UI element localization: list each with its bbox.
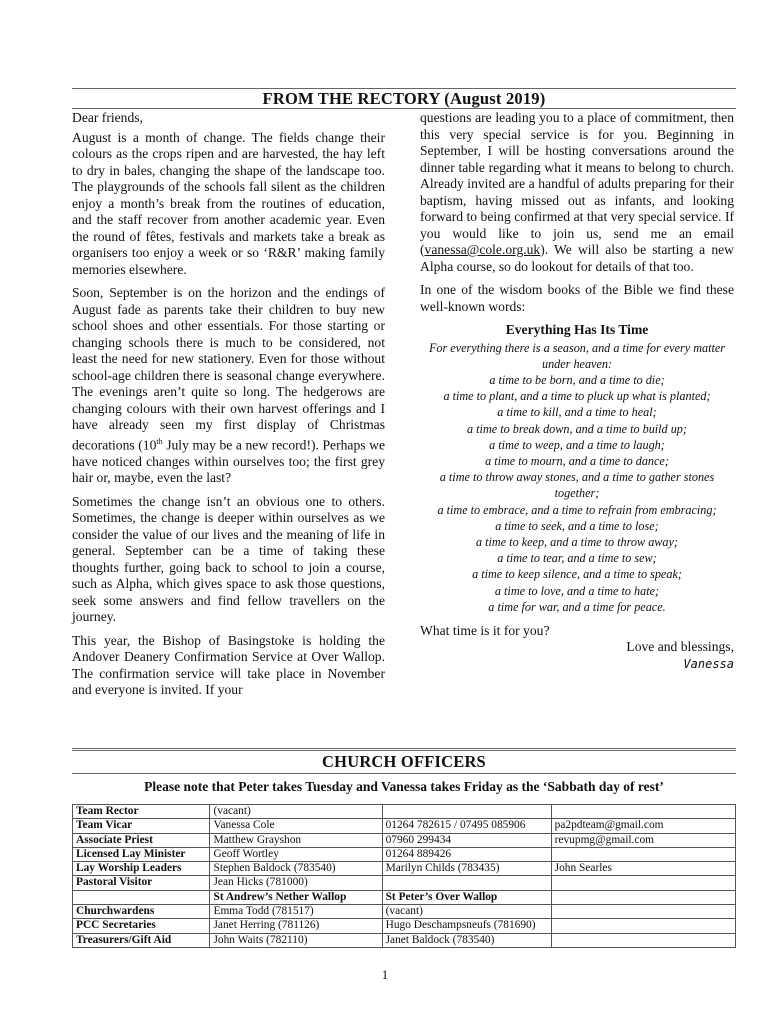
officer-cell: Vanessa Cole xyxy=(210,819,382,833)
table-row xyxy=(73,847,736,861)
officers-title: CHURCH OFFICERS xyxy=(322,752,486,771)
officer-cell xyxy=(382,805,551,819)
officers-table xyxy=(72,804,736,948)
poem-line: a time to embrace, and a time to refrain from embracing; xyxy=(437,502,717,517)
title-underline xyxy=(72,108,736,109)
salutation: Dear friends, xyxy=(72,110,143,125)
email-link[interactable]: vanessa@cole.org.uk xyxy=(424,242,541,257)
section-divider xyxy=(72,748,736,751)
poem-line: For everything there is a season, and a time for every matter under heaven: xyxy=(428,340,726,371)
officer-cell xyxy=(382,876,551,890)
officer-cell: John Searles xyxy=(551,862,735,876)
officer-cell: Jean Hicks (781000) xyxy=(210,876,382,890)
officer-cell: Matthew Grayshon xyxy=(210,833,382,847)
officer-cell xyxy=(551,847,735,861)
officer-cell: Geoff Wortley xyxy=(210,847,382,861)
officer-cell: St Andrew’s Nether Wallop xyxy=(210,890,382,904)
officer-cell: Janet Baldock (783540) xyxy=(382,933,551,947)
closing-line: Love and blessings, xyxy=(626,639,734,655)
poem-line: a time to weep, and a time to laugh; xyxy=(489,437,665,452)
officer-cell xyxy=(551,805,735,819)
table-row xyxy=(73,876,736,890)
poem-line: a time to kill, and a time to heal; xyxy=(497,405,657,420)
officer-cell: 01264 889426 xyxy=(382,847,551,861)
officer-cell: Hugo Deschampsneufs (781690) xyxy=(382,919,551,933)
table-row xyxy=(73,905,736,919)
poem-line: a time to break down, and a time to build up; xyxy=(467,421,687,436)
officers-underline xyxy=(72,773,736,774)
paragraph-4: This year, the Bishop of Basingstoke is holding the Andover Deanery Confirmation Service at Over Wallop. The confirmation service will take place in November and everyone is invited. If your xyxy=(72,632,385,698)
officer-cell: (vacant) xyxy=(210,805,382,819)
paragraph-1: August is a month of change. The fields change their colours as the crops ripen and are harvested, the hay left to dry in bales, changing the shape of the landscape too. The playgrounds of the schools fall silent as the children enjoy a month’s break from the routines of education, and the staff recover from another academic year. Even the round of fêtes, festivals and markets take a break as organisers too enjoy a week or so ‘R&R’ making family memories elsewhere. xyxy=(72,129,385,277)
table-row xyxy=(73,833,736,847)
officer-role: PCC Secretaries xyxy=(73,919,210,933)
officer-cell: Janet Herring (781126) xyxy=(210,919,382,933)
right-column xyxy=(420,110,734,672)
table-row xyxy=(73,933,736,947)
officer-role: Team Rector xyxy=(73,805,210,819)
signature: Vanessa xyxy=(683,656,734,671)
officer-role xyxy=(73,890,210,904)
paragraph-5-end: ). We will also be starting a new Alpha course, so do lookout for details of that too. xyxy=(420,242,734,274)
officer-cell xyxy=(551,933,735,947)
table-row xyxy=(73,862,736,876)
poem-line: a time to keep, and a time to throw away; xyxy=(476,534,678,549)
officer-cell: Emma Todd (781517) xyxy=(210,905,382,919)
officer-cell[interactable]: pa2pdteam@gmail.com xyxy=(551,819,735,833)
page-number: 1 xyxy=(381,967,389,982)
officer-cell: (vacant) xyxy=(382,905,551,919)
paragraph-5 xyxy=(420,110,734,275)
officer-role: Lay Worship Leaders xyxy=(73,862,210,876)
poem-line: a time to throw away stones, and a time to gather stones together; xyxy=(439,470,715,501)
poem-title: Everything Has Its Time xyxy=(505,322,649,337)
officer-role: Churchwardens xyxy=(73,905,210,919)
table-row xyxy=(73,805,736,819)
closing-question: What time is it for you? xyxy=(420,622,550,638)
rectory-title: FROM THE RECTORY (August 2019) xyxy=(262,89,546,108)
officer-role: Licensed Lay Minister xyxy=(73,847,210,861)
officer-cell: 07960 299434 xyxy=(382,833,551,847)
officer-cell: St Peter’s Over Wallop xyxy=(382,890,551,904)
paragraph-2: Soon, September is on the horizon and the endings of August fade as parents take their children to buy new school shoes and other essentials. For those starting or changing schools there is much to be considered, not least the need for new stationery. Even for those without school-age children there is seasonal change everywhere. The evenings aren’t quite so long. The hedgerows are changing colours with their own harvest offerings and I have already seen my first display of Christmas decorations (10th July may be a new record!). Perhaps we have noticed changes within ourselves too; the first grey hair or, maybe, even the last? xyxy=(72,285,385,486)
poem-line: a time to tear, and a time to sew; xyxy=(497,551,657,566)
officer-cell: Marilyn Childs (783435) xyxy=(382,862,551,876)
officer-cell: Stephen Baldock (783540) xyxy=(210,862,382,876)
poem-line: a time to seek, and a time to lose; xyxy=(495,518,659,533)
officer-cell: 01264 782615 / 07495 085906 xyxy=(382,819,551,833)
poem-line: a time to love, and a time to hate; xyxy=(494,583,660,598)
poem-line: a time to mourn, and a time to dance; xyxy=(485,453,669,468)
paragraph-5-start: questions are leading you to a place of commitment, then this very special service is for you. Beginning in September, I will be hosting conversations around the dinner table regarding what it means to belong to church. Already invited are a handful of adults preparing for their baptism, having missed out as infants, and looking forward to being confirmed at that very special service. If you would like to join us, send me an email ( xyxy=(420,110,734,257)
poem-line: a time for war, and a time for peace. xyxy=(488,599,666,614)
officer-role: Treasurers/Gift Aid xyxy=(73,933,210,947)
table-row xyxy=(73,890,736,904)
paragraph-3: Sometimes the change isn’t an obvious one to others. Sometimes, the change is deeper within ourselves as we consider the value of our lives and the meaning of life in general. September can be a time of taking these thoughts further, going back to school to join a course, such as Alpha, which gives space to ask those questions, seek some answers and find fellow travellers on the journey. xyxy=(72,493,385,625)
paragraph-6: In one of the wisdom books of the Bible we find these well-known words: xyxy=(420,282,734,314)
officer-cell xyxy=(551,876,735,890)
officer-role: Team Vicar xyxy=(73,819,210,833)
poem-line: a time to keep silence, and a time to speak; xyxy=(472,567,682,582)
poem-line: a time to be born, and a time to die; xyxy=(489,372,665,387)
officer-cell: John Waits (782110) xyxy=(210,933,382,947)
left-column xyxy=(72,110,385,706)
sabbath-note: Please note that Peter takes Tuesday and Vanessa takes Friday as the ‘Sabbath day of rest’ xyxy=(144,779,664,794)
officer-cell[interactable]: revupmg@gmail.com xyxy=(551,833,735,847)
officer-cell xyxy=(551,919,735,933)
table-row xyxy=(73,819,736,833)
officer-cell xyxy=(551,905,735,919)
officer-cell xyxy=(551,890,735,904)
table-row xyxy=(73,919,736,933)
poem-line: a time to plant, and a time to pluck up what is planted; xyxy=(443,389,711,404)
poem xyxy=(420,340,734,615)
officer-role: Associate Priest xyxy=(73,833,210,847)
officer-role: Pastoral Visitor xyxy=(73,876,210,890)
